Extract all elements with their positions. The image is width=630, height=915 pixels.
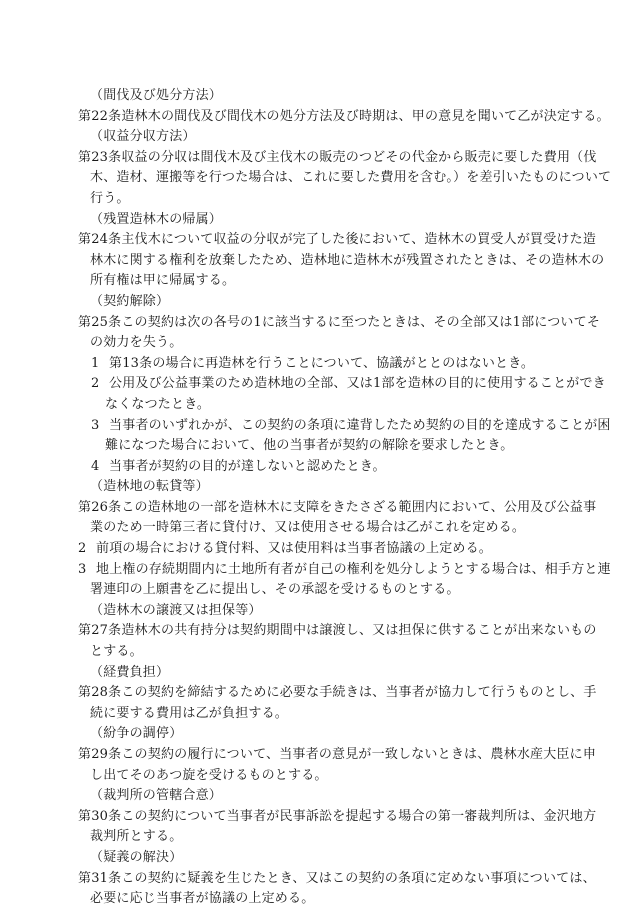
item-continuation-line	[78, 436, 556, 457]
article-heading: （残置造林木の帰属）	[90, 211, 223, 227]
article-text: 造林木の共有持分は契約期間中は譲渡し、又は担保に供することが出来ないもの	[121, 623, 597, 639]
item-first-line	[78, 416, 611, 437]
article-continuation-line	[78, 704, 556, 725]
paragraph-continuation-line	[78, 580, 556, 601]
article-first-line	[78, 107, 610, 128]
item-text: 当事者が契約の目的が達しないと認めたとき。	[109, 458, 386, 474]
item-number: 1	[91, 355, 100, 371]
article-number: 第22条	[78, 108, 122, 124]
item-first-line	[78, 374, 606, 395]
article-first-line	[78, 745, 597, 766]
article-text: 所有権は甲に帰属する。	[90, 273, 236, 289]
article-continuation-line	[78, 889, 556, 910]
article-continuation-line	[78, 333, 556, 354]
article-number: 第24条	[78, 232, 122, 248]
article-heading: （収益分収方法）	[90, 129, 196, 145]
item-text: 第13条の場合に再造林を行うことについて、協議がととのはないとき。	[109, 355, 535, 371]
item-first-line	[78, 457, 556, 478]
article-first-line	[78, 230, 597, 251]
item-number: 3	[91, 417, 100, 433]
article-number: 第25条	[78, 314, 122, 330]
article-number: 第28条	[78, 685, 122, 701]
article-continuation-line	[78, 518, 556, 539]
article-text: この契約について当事者が民事訴訟を提起する場合の第一審裁判所は、金沢地方	[121, 808, 597, 824]
paragraph-first-line	[78, 560, 611, 581]
article-number: 第29条	[78, 747, 122, 762]
article-first-line	[78, 683, 597, 704]
article-continuation-line	[78, 766, 556, 787]
article-heading: （裁判所の管轄合意）	[90, 788, 223, 804]
item-text: なくなつたとき。	[105, 396, 211, 412]
article-text: とする。	[90, 644, 143, 660]
article-first-line	[78, 807, 597, 828]
article-text: 行う。	[90, 190, 130, 206]
document-body	[78, 86, 612, 910]
item-first-line	[78, 354, 556, 375]
article-number: 第23条	[78, 149, 122, 165]
item-continuation-line	[78, 395, 556, 416]
item-text: 公用及び公益事業のため造林地の全部、又は1部を造林の目的に使用することができ	[109, 376, 606, 392]
article-heading: （間伐及び処分方法）	[90, 88, 223, 103]
article-heading: （疑義の解決）	[90, 849, 183, 865]
paragraph-number: 2	[78, 541, 87, 557]
paragraph-text: 前項の場合における貸付料、又は使用料は当事者協議の上定める。	[96, 541, 493, 557]
article-first-line	[78, 313, 601, 334]
article-text: この契約を締結するために必要な手続きは、当事者が協力して行うものとし、手	[121, 685, 597, 701]
article-number: 第26条	[78, 499, 122, 515]
article-continuation-line	[78, 168, 612, 189]
article-heading: （造林木の譲渡又は担保等）	[90, 602, 262, 618]
article-text: 裁判所とする。	[90, 829, 183, 845]
article-text: 必要に応じ当事者が協議の上定める。	[90, 891, 315, 907]
article-continuation-line	[78, 642, 556, 663]
paragraph-first-line	[78, 539, 556, 560]
article-first-line	[78, 869, 596, 890]
paragraph-text: 署連印の上願書を乙に提出し、その承認を受けるものとする。	[90, 582, 460, 598]
article-continuation-line	[78, 251, 605, 272]
article-text: この造林地の一部を造林木に支障をきたさざる範囲内において、公用及び公益事	[121, 499, 597, 515]
article-first-line	[78, 621, 597, 642]
article-first-line	[78, 148, 597, 169]
paragraph-text: 地上権の存続期間内に土地所有者が自己の権利を処分しようとする場合は、相手方と連	[96, 561, 611, 577]
article-text: の効力を失う。	[90, 335, 183, 351]
item-number: 2	[91, 376, 100, 392]
article-number: 第31条	[78, 870, 122, 886]
article-heading: （造林地の転貸等）	[90, 479, 209, 495]
item-text: 当事者のいずれかが、この契約の条項に違背したため契約の目的を達成することが困	[109, 417, 611, 433]
article-text: 林木に関する権利を放棄したため、造林地に造林木が残置されたときは、その造林木の	[90, 252, 605, 268]
article-heading: （契約解除）	[90, 293, 170, 309]
article-first-line	[78, 498, 597, 519]
article-text: 主伐木について収益の分収が完了した後において、造林木の買受人が買受けた造	[121, 232, 597, 248]
article-text: この契約は次の各号の1に該当するに至つたときは、その全部又は1部についてそ	[121, 314, 601, 330]
article-text: 木、造材、運搬等を行つた場合は、これに要した費用を含む。）を差引いたものについて	[90, 170, 612, 186]
article-heading: （経費負担）	[90, 664, 170, 680]
paragraph-number: 3	[78, 561, 87, 577]
item-number: 4	[91, 458, 100, 474]
article-text: 造林木の間伐及び間伐木の処分方法及び時期は、甲の意見を聞いて乙が決定する。	[121, 108, 610, 124]
article-text: この契約に疑義を生じたとき、又はこの契約の条項に定めない事項については、	[121, 870, 596, 886]
article-continuation-line	[78, 827, 556, 848]
article-heading: （紛争の調停）	[90, 726, 183, 742]
article-text: 続に要する費用は乙が負担する。	[90, 705, 289, 721]
article-text: この契約の履行について、当事者の意見が一致しないときは、農林水産大臣に申	[121, 747, 597, 762]
article-number: 第30条	[78, 808, 122, 824]
article-text: し出てそのあつ旋を受けるものとする。	[90, 767, 328, 783]
article-text: 業のため一時第三者に貸付け、又は使用させる場合は乙がこれを定める。	[90, 520, 526, 536]
article-number: 第27条	[78, 623, 122, 639]
article-continuation-line	[78, 189, 556, 210]
article-text: 収益の分収は間伐木及び主伐木の販売のつどその代金から販売に要した費用（伐	[121, 149, 597, 165]
article-continuation-line	[78, 271, 556, 292]
item-text: 難になつた場合において、他の当事者が契約の解除を要求したとき。	[105, 438, 514, 454]
